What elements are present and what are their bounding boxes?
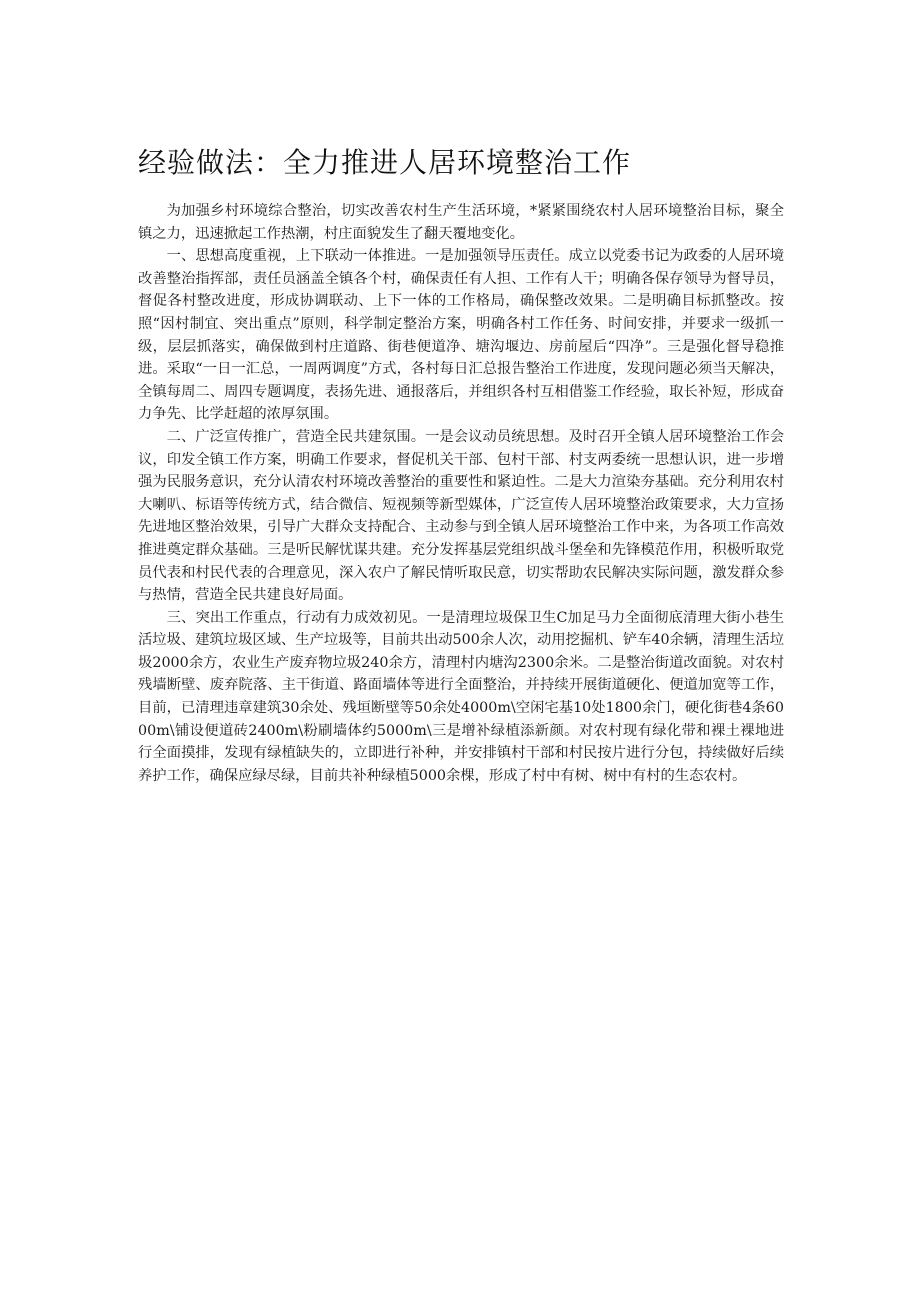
paragraph-section-1: 一、思想高度重视，上下联动一体推进。一是加强领导压责任。成立以党委书记为政委的人居环境改善整治指挥部，责任员涵盖全镇各个村，确保责任有人担、工作有人干；明确各保存领导为督导员，督促各村整改进度，形成协调联动、上下一体的工作格局，确保整改效果。二是明确目标抓整改。按照“因村制宜、突出重点”原则，科学制定整治方案，明确各村工作任务、时间安排，并要求一级抓一级，层层抓落实，确保做到村庄道路、街巷便道净、塘沟堰边、房前屋后“四净”。三是强化督导稳推进。采取“一日一汇总，一周两调度”方式，各村每日汇总报告整治工作进度，发现问题必须当天解决，全镇每周二、周四专题调度，表扬先进、通报落后，并组织各村互相借鉴工作经验，取长补短，形成奋力争先、比学赶超的浓厚氛围。 — [138, 248, 784, 423]
document-body — [138, 200, 784, 787]
paragraph-section-3: 三、突出工作重点，行动有力成效初见。一是清理垃圾保卫生C加足马力全面彻底清理大街小巷生活垃圾、建筑垃圾区域、生产垃圾等，目前共出动500余人次，动用挖掘机、铲车40余辆，清理生活垃圾2000余方，农业生产废弃物垃圾240余方，清理村内塘沟2300余米。二是整治街道改面貌。对农村残墙断壁、废弃院落、主干街道、路面墙体等进行全面整治，并持续开展街道硬化、便道加宽等工作，目前，已清理违章建筑30余处、残垣断壁等50余处4000m\空闲宅基10处1800余门，硬化街巷4条6000m\铺设便道砖2400m\粉刷墙体约5000m\三是增补绿植添新颜。对农村现有绿化带和裸土裸地进行全面摸排，发现有绿植缺失的，立即进行补种，并安排镇村干部和村民按片进行分包，持续做好后续养护工作，确保应绿尽绿，目前共补种绿植5000余棵，形成了村中有树、树中有村的生态农村。 — [138, 609, 784, 784]
document-title: 经验做法：全力推进人居环境整治工作 — [138, 146, 632, 179]
paragraph-intro: 为加强乡村环境综合整治，切实改善农村生产生活环境，*紧紧围绕农村人居环境整治目标，聚全镇之力，迅速掀起工作热潮，村庄面貌发生了翻天覆地变化。 — [138, 203, 784, 242]
paragraph-section-2: 二、广泛宣传推广，营造全民共建氛围。一是会议动员统思想。及时召开全镇人居环境整治工作会议，印发全镇工作方案，明确工作要求，督促机关干部、包村干部、村支两委统一思想认识，进一步增强为民服务意识，充分认清农村环境改善整治的重要性和紧迫性。二是大力渲染夯基础。充分利用农村大喇叭、标语等传统方式，结合微信、短视频等新型媒体，广泛宣传人居环境整治政策要求，大力宣扬先进地区整治效果，引导广大群众支持配合、主动参与到全镇人居环境整治工作中来，为各项工作高效推进奠定群众基础。三是听民解忧谋共建。充分发挥基层党组织战斗堡垒和先锋模范作用，积极听取党员代表和村民代表的合理意见，深入农户了解民情听取民意，切实帮助农民解决实际问题，激发群众参与热情，营造全民共建良好局面。 — [138, 428, 784, 604]
